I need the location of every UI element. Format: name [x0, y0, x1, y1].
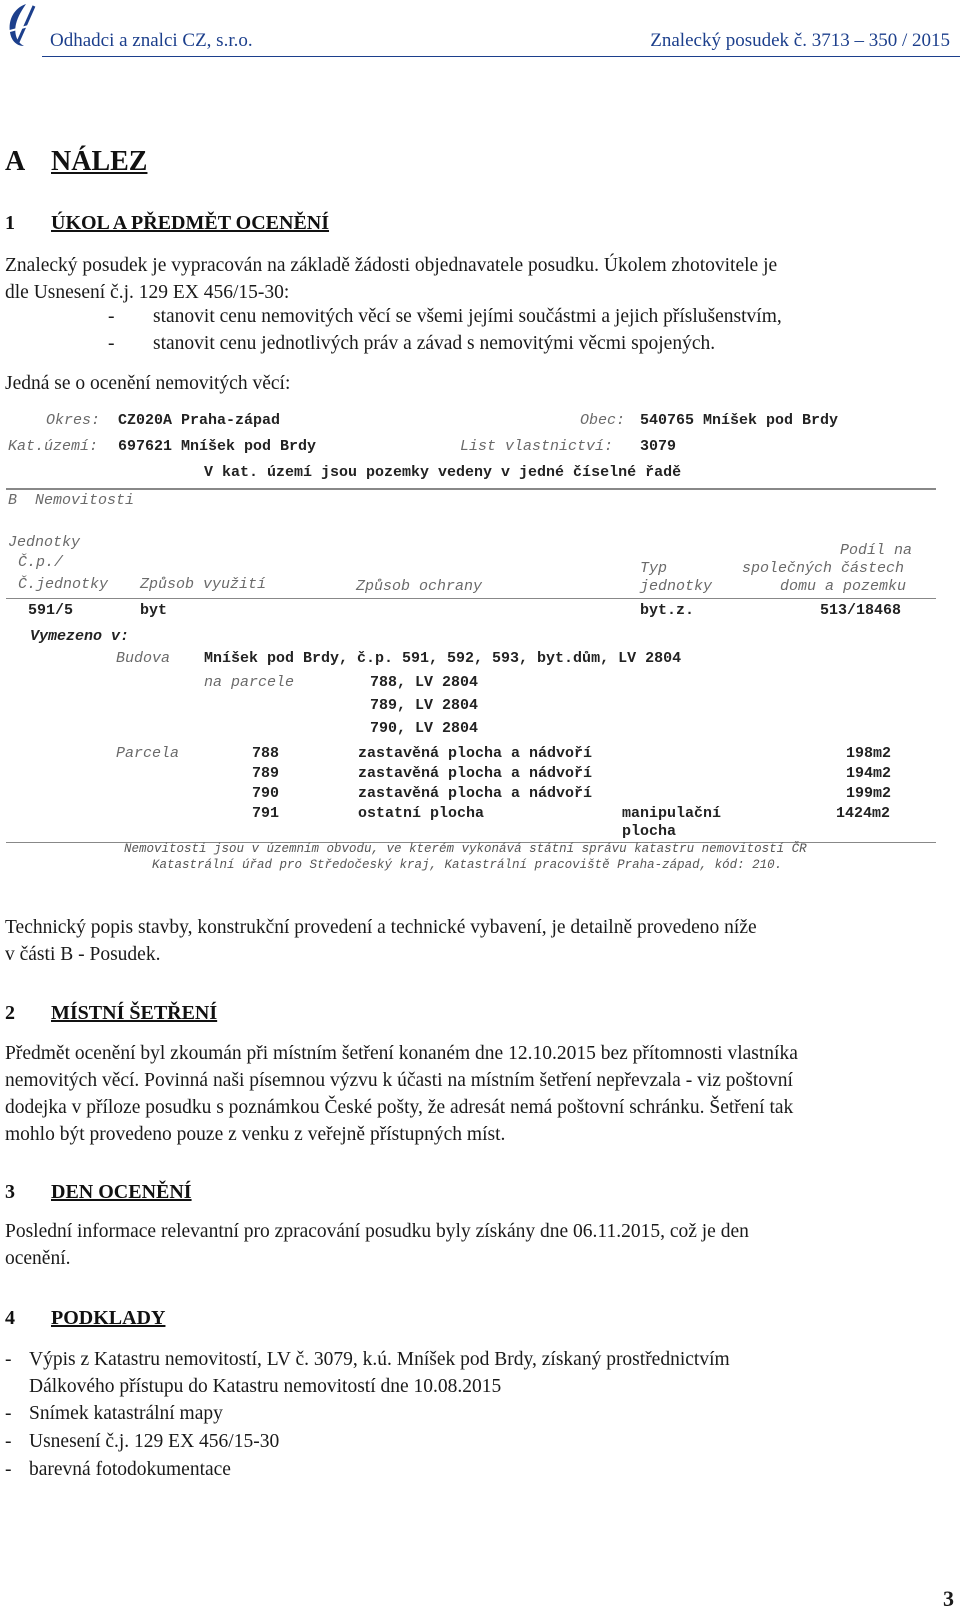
obec-value: 540765 Mníšek pod Brdy: [640, 412, 839, 429]
ku-value: 697621 Mníšek pod Brdy: [118, 438, 317, 455]
technical-description: [5, 914, 955, 968]
part-letter: A: [5, 146, 26, 177]
ku-label: Kat.území:: [8, 438, 99, 455]
parcel-kind-extra: plocha: [622, 823, 677, 840]
list-bullet: -: [5, 1459, 12, 1480]
company-logo-icon: [4, 2, 38, 48]
document-reference: Znalecký posudek č. 3713 – 350 / 2015: [650, 30, 950, 51]
paragraph-line: dle Usnesení č.j. 129 EX 456/15-30:: [5, 282, 290, 303]
unit-usage: byt: [140, 602, 168, 619]
part-title: NÁLEZ: [51, 146, 148, 177]
section-4-heading: [5, 1307, 165, 1330]
cadastral-note: V kat. území jsou pozemky vedeny v jedné číselné řadě: [204, 464, 682, 481]
section-3-paragraph: [5, 1218, 955, 1272]
unit-number: 591/5: [28, 602, 74, 619]
paragraph-line: ocenění.: [5, 1248, 71, 1269]
parcel-kind-extra: manipulační: [622, 805, 722, 822]
list-bullet: -: [108, 306, 115, 327]
list-bullet: -: [5, 1431, 12, 1452]
company-name: Odhadci a znalci CZ, s.r.o.: [50, 30, 253, 51]
parcel-label: Parcela: [116, 745, 180, 762]
page-header: [0, 0, 960, 58]
section-b-title: B Nemovitosti: [8, 492, 135, 509]
paragraph-line: Technický popis stavby, konstrukční provedení a technické vybavení, je detailně provedeno níže: [5, 917, 757, 938]
col-type-1: Typ: [640, 560, 668, 577]
unit-share: 513/18468: [820, 602, 902, 619]
section-title: PODKLADY: [51, 1307, 166, 1329]
col-unit-no: Č.jednotky: [18, 576, 109, 593]
extract-footnote: Nemovitosti jsou v územním obvodu, ve kterém vykonává státní správu katastru nemovitostí ČR: [124, 842, 807, 856]
list-item-text: stanovit cenu jednotlivých práv a závad s nemovitými věcmi spojených.: [153, 333, 716, 354]
parcel-kind: ostatní plocha: [358, 805, 485, 822]
section-number: 2: [5, 1002, 15, 1024]
parcel-kind: zastavěná plocha a nádvoří: [358, 785, 593, 802]
paragraph-line: dodejka v příloze posudku s poznámkou České pošty, že adresát nemá poštovní schránku. Šetření tak: [5, 1097, 794, 1118]
list-item-text: barevná fotodokumentace: [29, 1459, 231, 1480]
parcel-area: 194m2: [846, 765, 892, 782]
paragraph-line: Poslední informace relevantní pro zpracování posudku byly získány dne 06.11.2015, což je den: [5, 1221, 749, 1242]
parcel-number: 789: [252, 765, 280, 782]
defined-in-label: Vymezeno v:: [30, 628, 130, 645]
col-share-2: společných částech: [742, 560, 905, 577]
section-2-paragraph: [5, 1040, 955, 1148]
section-title: DEN OCENĚNÍ: [51, 1181, 192, 1203]
section-3-heading: [5, 1181, 192, 1204]
section-title: ÚKOL A PŘEDMĚT OCENĚNÍ: [51, 212, 330, 234]
section-1-paragraph: [5, 252, 955, 306]
section-number: 1: [5, 212, 15, 234]
list-bullet: -: [5, 1349, 12, 1370]
parcel-ref: 788, LV 2804: [370, 674, 479, 691]
parcel-kind: zastavěná plocha a nádvoří: [358, 745, 593, 762]
paragraph-line: nemovitých věcí. Povinná naši písemnou výzvu k účasti na místním šetření nepřevzala - viz poštovní: [5, 1070, 793, 1091]
section-number: 3: [5, 1181, 15, 1203]
divider: [6, 488, 936, 490]
paragraph-line: mohlo být provedeno pouze z venku z veřejně přístupných míst.: [5, 1124, 506, 1145]
list-item-text: Dálkového přístupu do Katastru nemovitostí dne 10.08.2015: [29, 1376, 502, 1397]
col-share-1: Podíl na: [840, 542, 913, 559]
list-item-text: Usnesení č.j. 129 EX 456/15-30: [29, 1431, 280, 1452]
unit-type: byt.z.: [640, 602, 695, 619]
section-1-heading: [5, 212, 329, 235]
list-item: [108, 306, 782, 328]
parcel-ref: 790, LV 2804: [370, 720, 479, 737]
on-parcel-label: na parcele: [204, 674, 295, 691]
list-item: [5, 1456, 231, 1483]
col-usage: Způsob využití: [140, 576, 267, 593]
header-divider: [42, 56, 960, 57]
parcel-number: 788: [252, 745, 280, 762]
parcel-area: 198m2: [846, 745, 892, 762]
parcel-number: 791: [252, 805, 280, 822]
parcel-area: 199m2: [846, 785, 892, 802]
building-value: Mníšek pod Brdy, č.p. 591, 592, 593, byt.dům, LV 2804: [204, 650, 682, 667]
section-2-heading: [5, 1002, 217, 1025]
list-bullet: -: [108, 333, 115, 354]
list-item-text: Snímek katastrální mapy: [29, 1403, 223, 1424]
parcel-kind: zastavěná plocha a nádvoří: [358, 765, 593, 782]
parcel-area: 1424m2: [836, 805, 891, 822]
parcel-ref: 789, LV 2804: [370, 697, 479, 714]
obec-label: Obec:: [580, 412, 626, 429]
section-number: 4: [5, 1307, 15, 1329]
building-label: Budova: [116, 650, 171, 667]
list-item-text: Výpis z Katastru nemovitostí, LV č. 3079, k.ú. Mníšek pod Brdy, získaný prostřednictvím: [29, 1349, 730, 1370]
paragraph-line: Znalecký posudek je vypracován na základě žádosti objednavatele posudku. Úkolem zhotovitele je: [5, 255, 778, 276]
list-bullet: -: [5, 1403, 12, 1424]
col-cp: Č.p./: [18, 554, 64, 571]
col-type-2: jednotky: [640, 578, 713, 595]
list-item: [5, 1428, 279, 1455]
list-item-text: stanovit cenu nemovitých věcí se všemi jejími součástmi a jejich příslušenstvím,: [153, 306, 782, 327]
divider: [6, 598, 936, 599]
list-item: [108, 333, 715, 355]
units-label: Jednotky: [8, 534, 81, 551]
col-protection: Způsob ochrany: [356, 578, 483, 595]
valuation-intro: [5, 370, 955, 397]
col-share-3: domu a pozemku: [780, 578, 907, 595]
list-item: [5, 1400, 223, 1427]
list-item-continuation: [29, 1373, 501, 1400]
lv-value: 3079: [640, 438, 677, 455]
parcel-number: 790: [252, 785, 280, 802]
paragraph-line: Předmět ocenění byl zkoumán při místním šetření konaném dne 12.10.2015 bez přítomnosti vlastníka: [5, 1043, 798, 1064]
paragraph-line: Jedná se o ocenění nemovitých věcí:: [5, 373, 291, 394]
okres-value: CZ020A Praha-západ: [118, 412, 281, 429]
part-heading: [5, 146, 147, 178]
cadastral-extract: [0, 404, 960, 904]
paragraph-line: v části B - Posudek.: [5, 944, 161, 965]
list-item: [5, 1346, 955, 1373]
lv-label: List vlastnictví:: [460, 438, 614, 455]
page-number: 3: [943, 1586, 954, 1611]
section-title: MÍSTNÍ ŠETŘENÍ: [51, 1002, 218, 1024]
extract-footnote: Katastrální úřad pro Středočeský kraj, Katastrální pracoviště Praha-západ, kód: 210.: [152, 858, 783, 872]
okres-label: Okres:: [46, 412, 101, 429]
